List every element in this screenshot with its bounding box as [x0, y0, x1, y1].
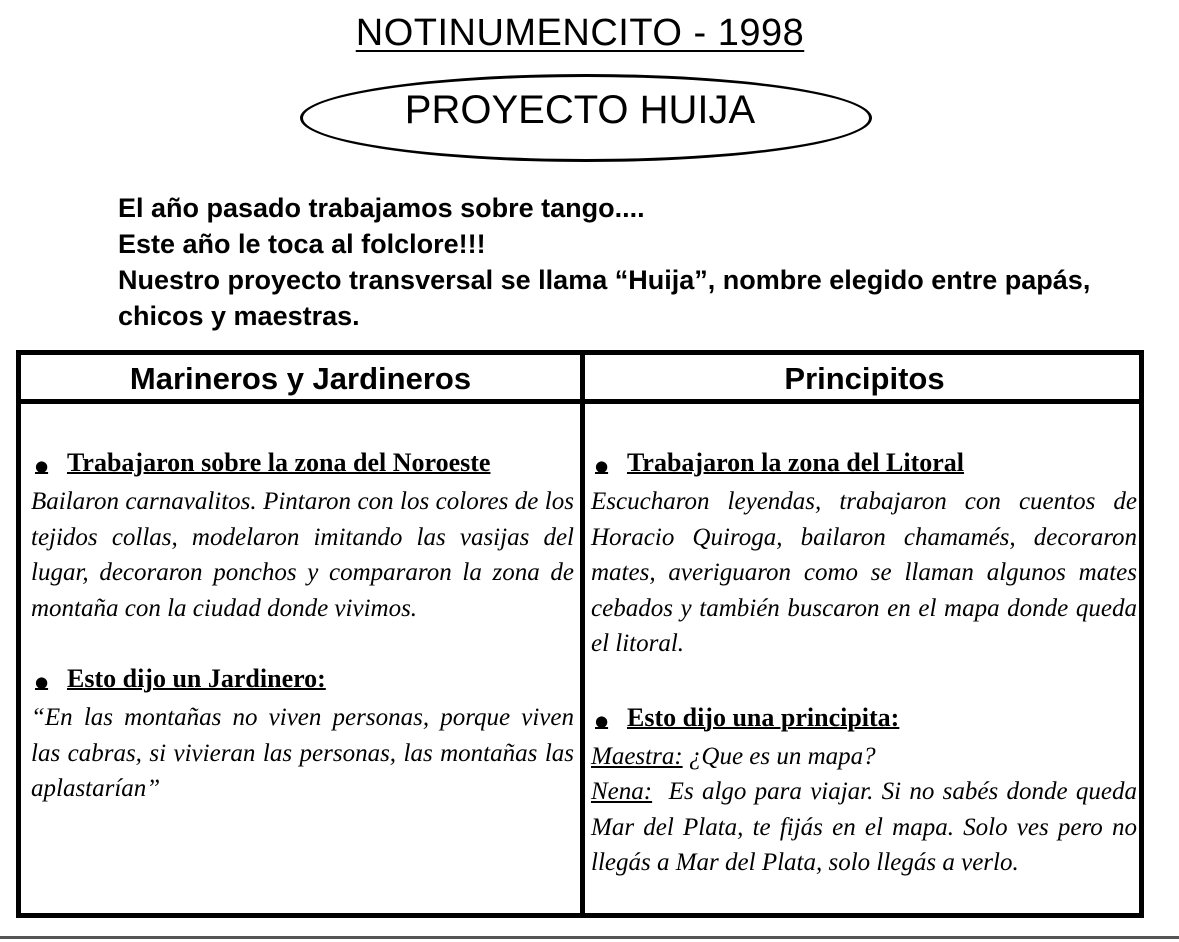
speaker-label: Maestra:	[591, 742, 683, 770]
bullet-title: Esto dijo un Jardinero:	[67, 664, 326, 693]
activity-text: Escucharon leyendas, trabajaron con cuentos de Horacio Quiroga, bailaron chamamés, decoraron mates, averiguaron como se llaman algunos mates cebados y también buscaron en el mapa donde queda el litoral.	[591, 488, 1137, 657]
bullet-icon: ●	[35, 457, 49, 475]
column-header-principitos: Principitos	[784, 361, 945, 396]
page-bottom-border	[0, 936, 1179, 939]
dialog-text: ¿Que es un mapa?	[682, 742, 876, 770]
activity-text: Bailaron carnavalitos. Pintaron con los colores de los tejidos collas, modelaron imitando las vasijas del lugar, decoraron ponchos y compararon la zona de montaña con la ciudad donde vivimos.	[31, 488, 574, 622]
bullet-heading	[31, 445, 574, 484]
bullet-icon: ●	[595, 457, 609, 475]
bullet-title: Trabajaron la zona del Litoral	[627, 448, 965, 477]
dialog-text: Es algo para viajar. Si no sabés donde queda Mar del Plata, te fijás en el mapa. Solo ves pero no llegás a Mar del Plata, solo llegás a verlo.	[591, 778, 1144, 876]
intro-line: Este año le toca al folclore!!!	[118, 229, 486, 259]
project-title: PROYECTO HUIJA	[404, 88, 756, 132]
dialog-line	[591, 739, 1137, 775]
bullet-heading	[591, 700, 1137, 739]
bullet-icon: ●	[595, 711, 609, 730]
bullet-title: Trabajaron sobre la zona del Noroeste	[67, 448, 491, 477]
groups-table	[16, 350, 1144, 918]
bullet-heading	[591, 445, 1137, 484]
column-marineros	[31, 445, 574, 807]
table-divider	[580, 355, 585, 913]
bullet-icon: ●	[35, 673, 49, 691]
bullet-heading	[31, 661, 574, 700]
dialog-line	[591, 774, 1144, 881]
speaker-label: Nena:	[591, 778, 653, 805]
quote-text: “En las montañas no viven personas, porque viven las cabras, si vivieran las personas, las montañas las aplastarían”	[31, 704, 574, 802]
column-header-marineros: Marineros y Jardineros	[129, 361, 472, 396]
column-principitos	[591, 445, 1144, 881]
page-title: NOTINUMENCITO - 1998	[355, 12, 805, 54]
bullet-title: Esto dijo una principita:	[627, 702, 900, 732]
intro-line: El año pasado trabajamos sobre tango....	[118, 193, 645, 223]
intro-line: Nuestro proyecto transversal se llama “Huija”, nombre elegido entre papás, chicos y maestras.	[118, 265, 1091, 331]
intro-paragraph	[118, 190, 1138, 334]
